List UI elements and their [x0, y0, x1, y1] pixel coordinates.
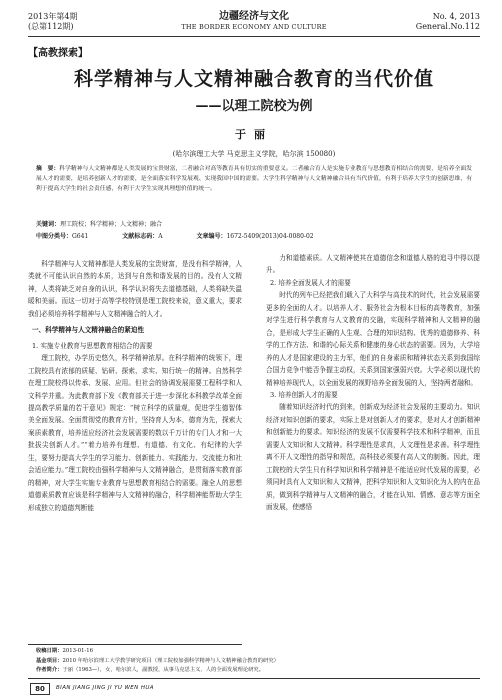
running-header — [28, 8, 480, 36]
document-code — [122, 233, 178, 240]
body-paragraph: 理工院校，办学历史悠久，科学精神浓厚。在科学精神的统领下，理工院校具有浓郁的质疑、钻研、探索、求实、知行统一的精神。自然科学在理工院校得以传承、发展、应用。但社会的协调发展需要工程科学和人文科学并重。为此教育部下发《教育部关于进一步深化本科教学改革全面提高教学质量的若干意见》规定：“树立科学的质量观，促进学生德智体美全面发展。全面贯彻党的教育方针，坚持育人为本，德育为先，探索大案质素教育，培养适应经济社会发展需要的数以千万计的专门人才和一大批拔尖创新人才。”“着力培养有理想、有道德、有文化、有纪律的大学生，要努力提高大学生的学习能力、创新能力、实践能力、交流能力和社会适应能力。”理工院校由强科学精神与人文精神融合，是贯彻落实教育部的精神，对大学生实施专业教育与思想教育相结合的需要。融全人的思想道德素质教育应该是科学精神与人文精神的融合，科学精神能帮助大学生形成独立的道德判断能 — [28, 354, 242, 512]
footnote-text: 于丽（1963—），女，哈尔滨人，副教授，从事马克思主义、人的全面发展理论研究。 — [62, 667, 265, 673]
body-paragraph: 时代的列车已经把我们载入了大科学与高技术的时代，社会发展需要更多的全面的人才。以培养人才、服务社会为根本目标的高等教育，加强对学生进行科学教育与人文教育的交融，实现科学精神和人文精神的融合，是形成大学生正确的人生观、合理的知识结构、优秀的道德修养、科学的工作方法、和谐的心际关系和健康的身心状态的需要。因为，大学培养的人才是国家建设的主力军，他们的自身素质和精神状态关系到我国综合国力竞争中能否争握主动权，关系到国家强弱兴衰。大学必须以现代的精神培养现代人，以全面发展的视野培养全面发展的人，坚持两者融和。 — [266, 291, 480, 387]
id-label: 文章编号： — [196, 233, 227, 240]
article-subtitle: ——以理工院校为例 — [195, 99, 313, 114]
footnote-text: 2013-01-16 — [62, 648, 94, 654]
issue-total-en: General.No.112 — [415, 22, 480, 31]
body-paragraph: 力和道德素质。人文精神使其在道德信念和道德人格的追寻中得以提升。 — [266, 254, 480, 275]
footnote-line — [36, 647, 476, 657]
issue-info-en — [416, 12, 480, 32]
body-column-left — [28, 258, 242, 643]
classification-line — [36, 231, 472, 240]
id-value: 1672-5409(2013)04-0080-02 — [226, 233, 314, 240]
header-rule — [28, 36, 480, 37]
journal-footer: BIAN JIANG JING JI YU WEN HUA — [56, 685, 154, 691]
column-tag: 【高教探索】 — [28, 48, 88, 59]
doc-label: 文献标志码： — [122, 233, 159, 240]
keywords — [36, 219, 472, 228]
footnote-label: 作者简介： — [36, 667, 63, 673]
keywords-label: 关键词： — [36, 221, 61, 228]
author-name: 于丽 — [235, 128, 273, 141]
doc-value: A — [158, 233, 163, 240]
clc-value: G641 — [72, 233, 89, 240]
footnote-label: 基金项目： — [36, 657, 63, 664]
footnote-line — [36, 657, 476, 667]
article-id — [196, 233, 329, 240]
article-title: 科学精神与人文精神融合教育的当代价值 — [73, 68, 434, 90]
journal-title-cn: 边疆经济与文化 — [219, 11, 289, 22]
journal-title-en: THE BORDER ECONOMY AND CULTURE — [181, 23, 327, 31]
subsection-heading: 1. 实施专业教育与思想教育相结合的需要 — [31, 341, 153, 350]
footnote-text: 2010 年哈尔滨理工大学教学研究项目（理工院校加强科学精神与人文精神融合教育的研究） — [62, 657, 279, 664]
clc-number — [36, 233, 104, 240]
journal-name — [28, 12, 480, 32]
footnote-line — [36, 666, 476, 676]
page-number: 80 — [30, 683, 50, 695]
subsection-heading: 3. 培养创新人才的需要 — [269, 390, 338, 399]
footer-rule — [28, 678, 480, 679]
footnote-label: 收稿日期： — [36, 648, 63, 654]
issue-total: (总第112期) — [28, 22, 74, 31]
keywords-text: 理工院校；科学精神；人文精神；融合 — [60, 221, 163, 228]
footnotes — [36, 647, 476, 676]
author-affiliation: (哈尔滨理工大学 马克思主义学院，哈尔滨 150080) — [172, 150, 336, 158]
body-column-right — [266, 252, 480, 637]
section-heading: 一、科学精神与人文精神融合的紧迫性 — [31, 326, 145, 335]
abstract-label: 摘 要： — [36, 166, 60, 172]
issue-number: 2013年第4期 — [28, 12, 78, 21]
body-paragraph: 随着知识经济时代的到来，创新成为经济社会发展的主要动力。知识经济对知识创新的要求，实际上是对创新人才的要求，是对人才创新精神和创新能力的要求。知识经济的发展不仅需要科学技术和科学精神，而且需要人文知识和人文精神。科学理性是求真，人文理性是求善。科学理性离不开人文理性的指导和规范，高科技必须要有高人文的制衡。因此，理工院校的大学生只有科学知识和科学精神是不能适应时代发展的需要，必须同时具有人文知识和人文精神，把科学知识和人文知识化为人的内在品质，做到科学精神与人文精神的融合，才能在认知、情感、意志等方面全面发展，使感悟 — [266, 403, 480, 512]
footnote-rule — [28, 644, 242, 645]
abstract — [36, 164, 472, 195]
subsection-heading: 2. 培养全面发展人才的需要 — [269, 278, 351, 287]
abstract-text: 科学精神与人文精神都是人类发展的宝贵财富，二者融合对高等教育具有切实的重要意义。二者融合育人是实施专业教育与思想教育相结合的需要，是培养全面发展人才的需要，是培养创新人才的需要，是全面落实科学发展观、实现我国中国的需要。大学生科学精神与人文精神融合具有当代价值，有利于培养大学生的创新思维，有利于提高大学生的社会责任感，有利于大学生实现其理想价值的统一。 — [36, 166, 472, 193]
issue-number-en: No. 4, 2013 — [432, 12, 480, 21]
clc-label: 中图分类号： — [36, 233, 73, 240]
body-paragraph: 科学精神与人文精神都是人类发展的宝贵财富，是没有科学精神，人类就不可能认识自然的本质，达到与自然和谐发展的目的。没有人文精神，人类将缺乏对自身的认识，科学认识将失去道德基础，人类将缺失温暖和美丽。而这一切对于高等学校特别是理工院校来说，意义重大，要求我们必须培养科学精神与人文精神融合的人才。 — [28, 260, 242, 318]
